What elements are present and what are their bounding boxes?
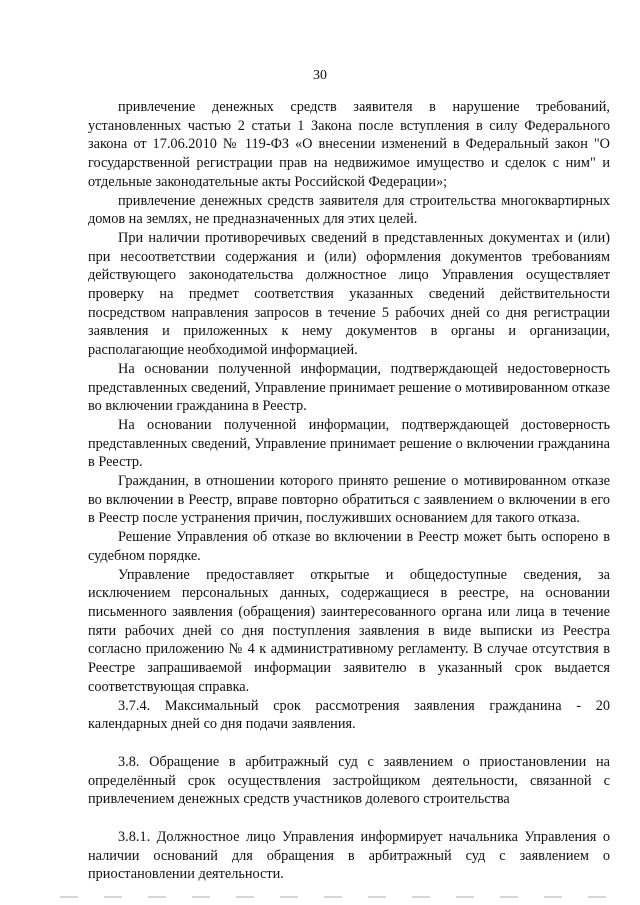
section-heading-3-8: 3.8. Обращение в арбитражный суд с заявлением о приостановлении на определённый срок осуществления застройщиком деятельности, связанной с привлечением денежных средств участников долевого строительства <box>88 753 610 808</box>
page-number: 30 <box>313 68 327 83</box>
document-body <box>88 98 610 884</box>
paragraph-repeat-application: Гражданин, в отношении которого принято решение о мотивированном отказе во включении в Реестр, вправе повторно обратиться с заявлением о включении в его в Реестр после устранения причин, послуживших основанием для такого отказа. <box>88 473 610 527</box>
paragraph-contradictory-info: При наличии противоречивых сведений в представленных документах и (или) при несоответствии содержания и (или) оформления документов требованиям действующего законодательства должностное лицо Управления осуществляет проверку на предмет соответствия указанных сведений действительности посредством направления запросов в течение 5 рабочих дней со дня регистрации заявления и приложенных к нему документов в органы и организации, располагающие необходимой информацией. <box>88 229 610 359</box>
paragraph-3-8-1: 3.8.1. Должностное лицо Управления информирует начальника Управления о наличии оснований для обращения в арбитражный суд с заявлением о приостановлении деятельности. <box>88 829 610 883</box>
paragraph-attracting-funds-land: привлечение денежных средств заявителя для строительства многоквартирных домов на землях, не предназначенных для этих целей. <box>88 192 610 228</box>
paragraph-3-7-4-max-term: 3.7.4. Максимальный срок рассмотрения заявления гражданина - 20 календарных дней со дня подачи заявления. <box>88 697 610 733</box>
paragraph-appeal-in-court: Решение Управления об отказе во включении в Реестр может быть оспорено в судебном порядке. <box>88 529 610 564</box>
paragraph-public-information: Управление предоставляет открытые и общедоступные сведения, за исключением персональных данных, содержащиеся в реестре, на основании письменного заявления (обращения) заинтересованного органа или лица в течение пяти рабочих дней со дня поступления заявления в виде выписки из Реестра согласно приложению № 4 к административному регламенту. В случае отсутствия в Реестре запрашиваемой информации заявителю в указанный срок выдается соответствующая справка. <box>88 566 610 695</box>
section-spacer <box>88 734 610 753</box>
scan-edge-artifact <box>60 896 620 898</box>
paragraph-refusal-decision: На основании полученной информации, подтверждающей недостоверность представленных сведений, Управление принимает решение о мотивированном отказе во включении гражданина в Реестр. <box>88 360 610 415</box>
paragraph-inclusion-decision: На основании полученной информации, подтверждающей достоверность представленных сведений, Управление принимает решение о включении гражданина в Реестр. <box>88 416 610 471</box>
section-spacer <box>88 809 610 828</box>
paragraph-attracting-funds-violation: привлечение денежных средств заявителя в нарушение требований, установленных частью 2 статьи 1 Закона после вступления в силу Федерального закона от 17.06.2010 № 119-ФЗ «О внесении изменений в Федеральный закон "О государственной регистрации прав на недвижимое имущество и сделок с ним" и отдельные законодательные акты Российской Федерации»; <box>88 99 610 190</box>
